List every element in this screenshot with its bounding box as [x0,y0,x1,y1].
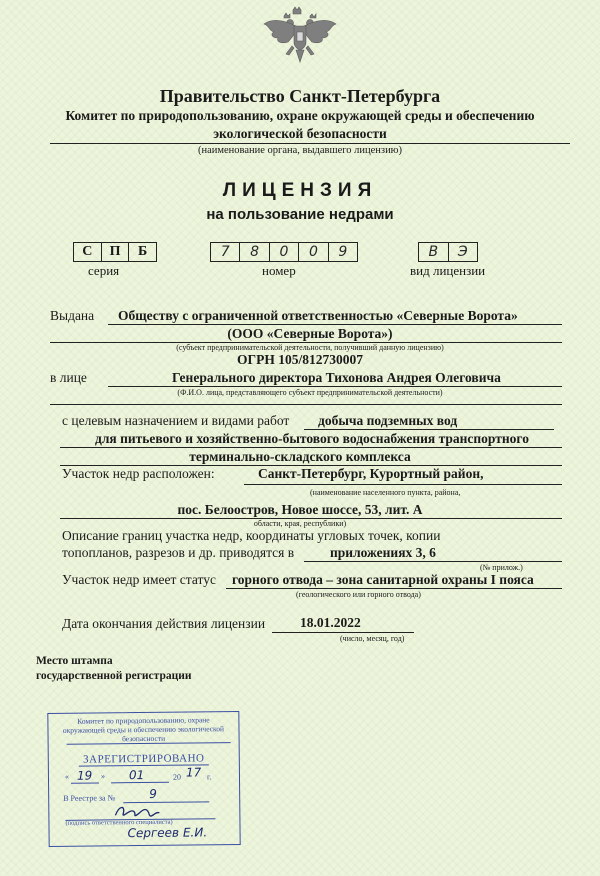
number-cell: 0 [299,243,328,261]
expiry-caption: (число, месяц, год) [340,634,405,643]
holder-name-line-2: (ООО «Северные Ворота») [227,326,393,341]
committee-line-2: экологической безопасности [213,126,387,141]
ogrn: ОГРН 105/812730007 [237,352,363,367]
location-label: Участок недр расположен: [62,466,215,481]
purpose-value-1: добыча подземных вод [318,413,458,428]
series-boxes [73,242,157,262]
status-underline [226,588,562,589]
status-label: Участок недр имеет статус [62,572,216,587]
stamp-year-prefix: 20 [172,772,182,782]
status-caption: (геологического или горного отвода) [296,590,421,599]
boundaries-underline [304,561,562,562]
committee-line-1: Комитет по природопользованию, охране окружающей среды и обеспечению [65,108,535,123]
boundaries-text-1: Описание границ участка недр, координаты угловых точек, копии [62,528,441,543]
purpose-value-2: для питьевого и хозяйственно-бытового водоснабжения транспортного [95,431,529,446]
stamp-year-suffix: г. [206,772,212,782]
stamp-org-line-1: Комитет по природопользованию, охране [77,715,210,726]
stamp-org-line-3: безопасности [121,733,166,744]
issuer-underline [50,143,570,144]
stamp-quote-open: « [64,771,70,781]
location-value-1: Санкт-Петербург, Курортный район, [258,466,484,481]
stamp-month-underline [111,782,169,784]
registration-label-1: Место штампа [36,655,113,667]
series-cell: П [102,243,130,261]
boundaries-caption: (№ прилож.) [480,563,523,572]
location-value-2: пос. Белоостров, Новое шоссе, 53, лит. А [177,502,423,517]
series-cell: С [74,243,102,261]
person-label: в лице [50,370,87,385]
registration-stamp [47,711,240,847]
stamp-registry-label: В Реестре за № [63,793,116,803]
person-value: Генерального директора Тихонова Андрея Олеговича [172,370,501,385]
coat-of-arms-emblem [262,6,338,66]
stamp-day-underline [71,782,99,783]
purpose-underline-1 [304,429,554,430]
number-label: номер [262,263,296,278]
person-underline [108,386,562,387]
number-boxes [210,242,358,262]
type-label: вид лицензии [410,263,486,278]
location-caption-2: области, края, республики) [253,519,347,528]
series-cell: Б [138,244,148,259]
location-underline-1 [244,484,562,485]
expiry-label: Дата окончания действия лицензии [62,616,266,631]
expiry-underline [272,632,414,633]
issuer-caption: (наименование органа, выдавшего лицензию) [197,145,403,156]
license-title: ЛИЦЕНЗИЯ [222,180,378,201]
stamp-day: 19 [76,768,93,783]
purpose-label: с целевым назначением и видами работ [62,413,290,428]
number-cell: 9 [338,244,348,260]
issued-label: Выдана [50,308,95,323]
expiry-value: 18.01.2022 [300,615,361,630]
government-title: Правительство Санкт-Петербурга [159,86,441,106]
number-cell: 8 [240,243,269,261]
stamp-month: 01 [128,767,145,783]
location-caption-1: (наименование населенного пункта, района, [310,488,461,497]
stamp-signature-caption: (подпись ответственного специалиста) [65,818,173,827]
status-value: горного отвода – зона санитарной охраны I пояса [232,572,534,587]
person-caption: (Ф.И.О. лица, представляющего субъект предпринимательской деятельности) [177,388,443,397]
registration-label-2: государственной регистрации [36,670,192,682]
stamp-registered: ЗАРЕГИСТРИРОВАНО [83,752,205,766]
boundaries-value: приложениях 3, 6 [330,545,436,560]
type-cell: В [419,243,449,261]
license-subtitle: на пользование недрами [206,206,394,223]
number-cell: 7 [211,243,240,261]
type-cell: Э [457,244,468,260]
stamp-registry-number: 9 [149,786,157,801]
purpose-underline-2 [60,447,562,448]
stamp-signer: Сергеев Е.И. [127,825,208,841]
holder-underline-1 [108,324,562,325]
subject-caption: (субъект предпринимательской деятельности, получивший данную лицензию) [176,343,444,352]
boundaries-text-2: топопланов, разрезов и др. приводятся в [62,545,295,560]
holder-name-line-1: Обществу с ограниченной ответственностью «Северные Ворота» [118,308,518,323]
purpose-value-3: терминально-складского комплекса [189,449,411,464]
number-cell: 0 [270,243,299,261]
stamp-org-line-2: окружающей среды и обеспечению экологической [62,724,225,735]
type-boxes [418,242,478,262]
stamp-quote-close: » [100,771,106,781]
series-label: серия [88,263,120,278]
blank-line [50,404,562,405]
stamp-year: 17 [185,765,202,780]
